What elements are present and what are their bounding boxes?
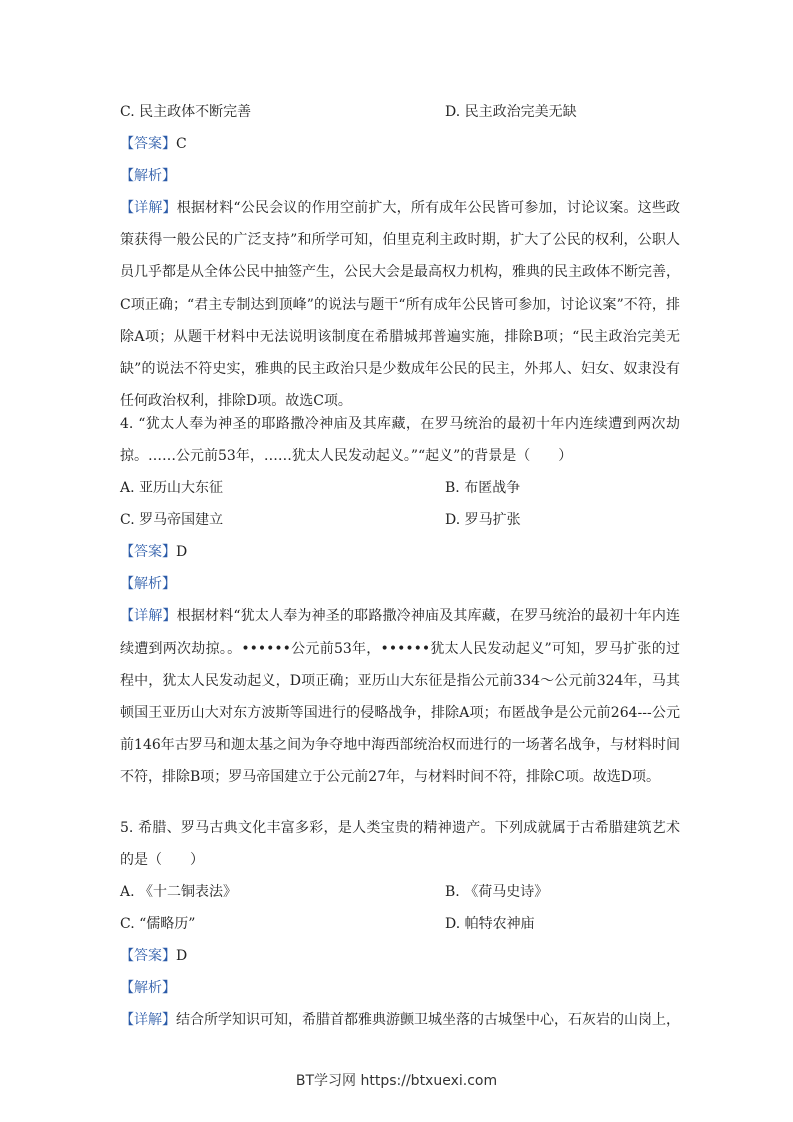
q5-option-c: C. “儒略历”	[120, 916, 196, 933]
q5-stem: 5. 希腊、罗马古典文化丰富多彩，是人类宝贵的精神遗产。下列成就属于古希腊建筑艺术的是（ ）	[120, 820, 680, 869]
detail-tag: 【详解】	[120, 608, 177, 625]
answer-value: D	[176, 948, 188, 965]
q5-block	[120, 812, 680, 1037]
q3-detail	[120, 192, 680, 417]
q5-analysis	[120, 972, 680, 1004]
answer-tag: 【答案】	[120, 136, 176, 152]
q5-options-cd	[120, 908, 680, 940]
answer-value: D	[176, 544, 188, 561]
answer-tag: 【答案】	[120, 544, 176, 561]
q5-options-ab	[120, 876, 680, 908]
q4-option-a: A. 亚历山大东征	[120, 480, 224, 497]
q5-option-b: B. 《荷马史诗》	[445, 884, 549, 901]
q5-option-a: A. 《十二铜表法》	[120, 884, 238, 901]
q3-options-cd	[120, 96, 680, 128]
detail-tag: 【详解】	[120, 200, 177, 216]
analysis-tag: 【解析】	[120, 980, 176, 997]
q4-option-c: C. 罗马帝国建立	[120, 512, 224, 529]
detail-text: 结合所学知识可知，希腊首都雅典游颤卫城坐落的古城堡中心，石灰岩的山岗上，	[176, 1012, 680, 1029]
q4-option-b: B. 布匿战争	[445, 480, 521, 497]
detail-text: 根据材料“犹太人奉为神圣的耶路撒冷神庙及其库藏，在罗马统治的最初十年内连续遭到两次劫掠。。••••••公元前53年，••••••犹太人民发动起义”可知，罗马扩张的过程中，犹太人民发动起义，D项正确；亚历山大东征是指公元前334～公元前324年，马其顿国王亚历山大对东方波斯等国进行的侵略战争，排除A项；布匿战争是公元前264---公元前146年古罗马和迦太基之间为争夺地中海西部统治权而进行的一场著名战争，与材料时间不符，排除B项；罗马帝国建立于公元前27年，与材料时间不符，排除C项。故选D项。	[120, 608, 681, 786]
q4-block	[120, 408, 680, 794]
q3-analysis	[120, 160, 680, 192]
q5-detail	[120, 1004, 680, 1036]
q4-analysis	[120, 568, 680, 600]
analysis-tag: 【解析】	[120, 168, 176, 184]
q4-detail	[120, 600, 680, 793]
detail-text: 根据材料“公民会议的作用空前扩大，所有成年公民皆可参加，讨论议案。这些政策获得一般公民的广泛支持”和所学可知，伯里克利主政时期，扩大了公民的权利，公职人员几乎都是从全体公民中抽签产生，公民大会是最高权力机构，雅典的民主政体不断完善，C项正确；“君主专制达到顶峰”的说法与题干“所有成年公民皆可参加，讨论议案”不符，排除A项；从题干材料中无法说明该制度在希腊城邦普遍实施，排除B项；“民主政治完美无缺”的说法不符史实，雅典的民主政治只是少数成年公民的民主，外邦人、妇女、奴隶没有任何政治权利，排除D项。故选C项。	[120, 200, 681, 410]
q4-options-cd	[120, 504, 680, 536]
footer-watermark: BT学习网 https://btxuexi.com	[295, 1073, 498, 1089]
q3-option-c: C. 民主政体不断完善	[120, 104, 252, 120]
q4-stem: 4. “犹太人奉为神圣的耶路撒冷神庙及其库藏，在罗马统治的最初十年内连续遭到两次劫掠。……公元前53年，……犹太人民发动起义。”“起义”的背景是（ ）	[120, 416, 680, 465]
analysis-tag: 【解析】	[120, 576, 176, 593]
q4-options-ab	[120, 472, 680, 504]
q4-answer	[120, 536, 680, 568]
q3-answer	[120, 128, 680, 160]
answer-value: C	[176, 136, 187, 152]
q4-option-d: D. 罗马扩张	[445, 512, 521, 529]
detail-tag: 【详解】	[120, 1012, 176, 1029]
answer-tag: 【答案】	[120, 948, 176, 965]
q3-option-d: D. 民主政治完美无缺	[445, 104, 577, 120]
q3-block	[120, 96, 680, 417]
q5-answer	[120, 940, 680, 972]
q5-option-d: D. 帕特农神庙	[445, 916, 535, 933]
